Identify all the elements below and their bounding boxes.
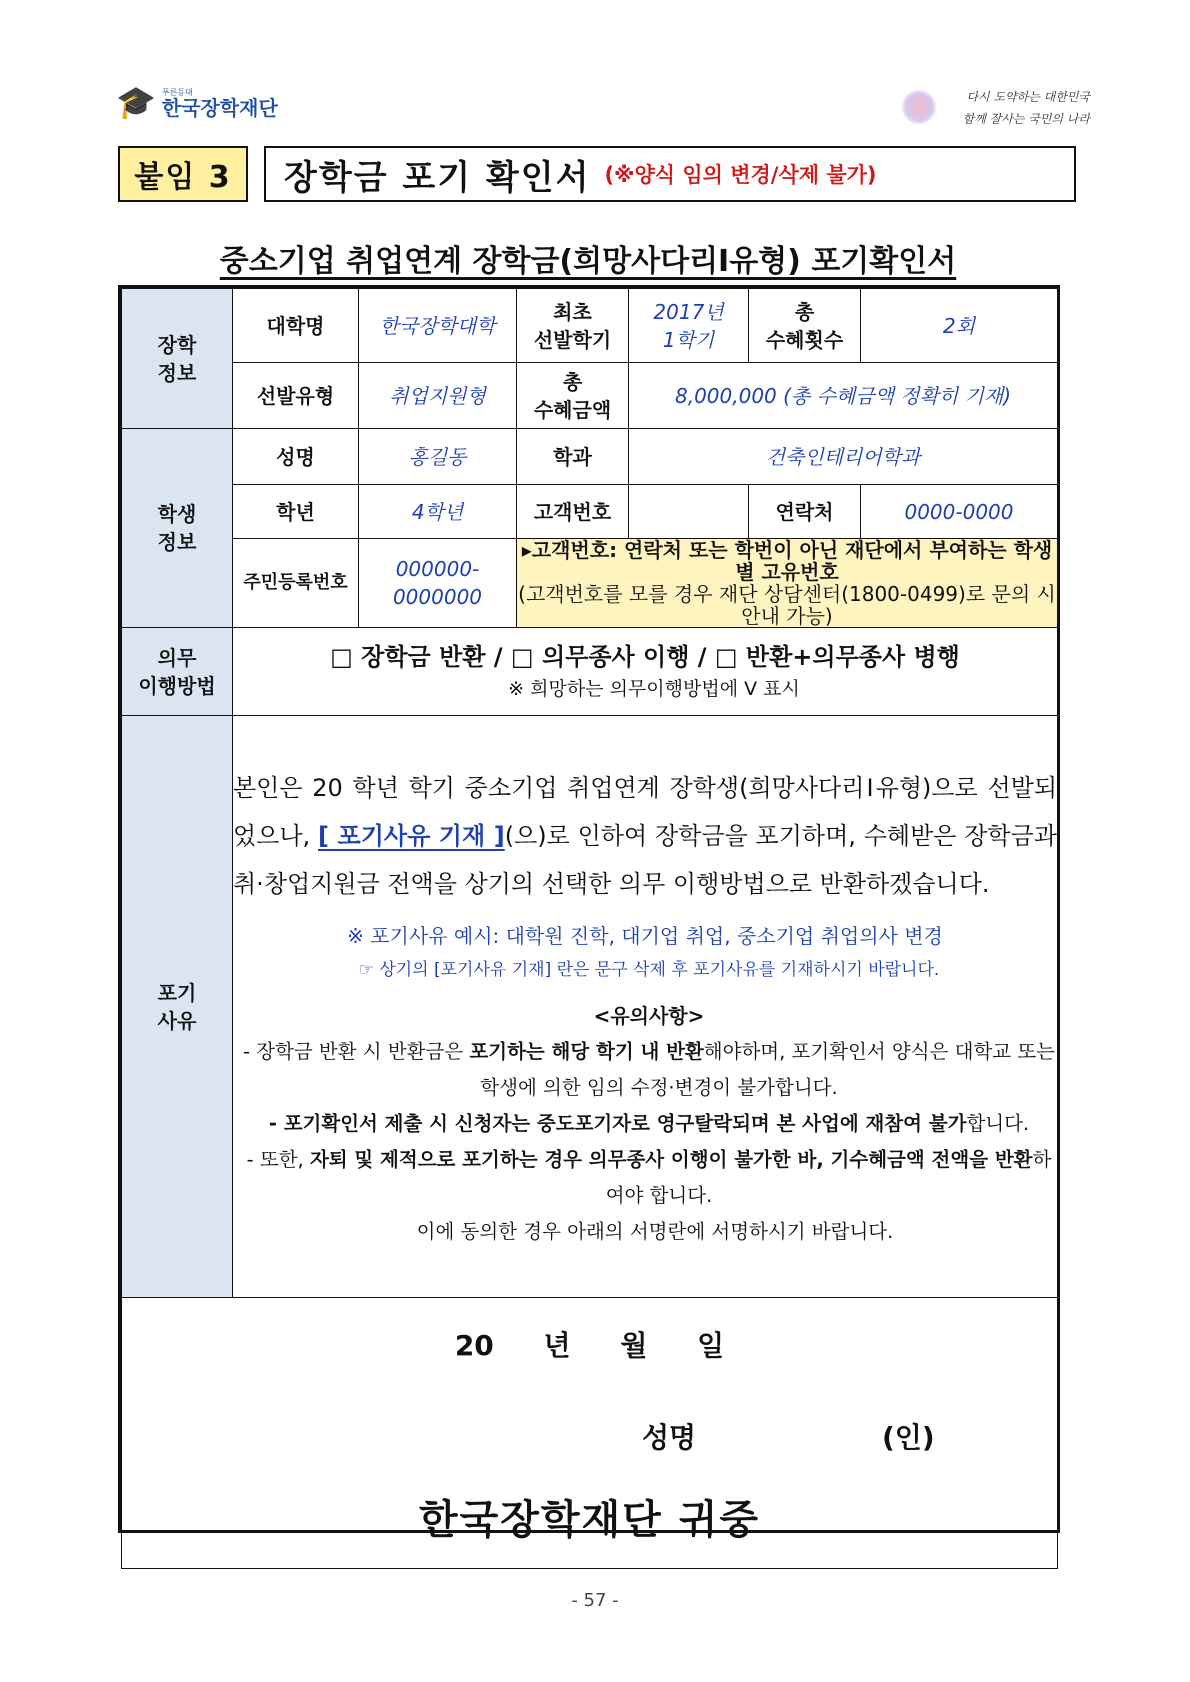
document-title: 장학금 포기 확인서 — [284, 157, 591, 198]
total-amount-value[interactable]: 8,000,000 (총 수혜금액 정확히 기재) — [629, 363, 1058, 429]
reason-input-blank[interactable]: [ 포기사유 기재 ] — [318, 821, 505, 850]
signature-name-label[interactable]: 성명 — [642, 1421, 697, 1454]
section-student-info: 학생 정보 — [122, 429, 233, 628]
university-value[interactable]: 한국장학대학 — [359, 289, 517, 363]
reason-example-hint: ☞ 상기의 [포기사유 기재] 란은 문구 삭제 후 포기사유를 기재하시기 바랍니다. — [358, 959, 940, 980]
first-term-value[interactable]: 2017년 1학기 — [629, 289, 749, 363]
title-warning: (※양식 임의 변경/삭제 불가) — [604, 163, 877, 187]
department-label: 학과 — [517, 429, 629, 485]
name-value[interactable]: 홍길동 — [359, 429, 517, 485]
document-title-box — [264, 146, 1076, 202]
waiver-statement: 본인은 20 학년 학기 중소기업 취업연계 장학생(희망사다리Ⅰ유형)으로 선발되었으나, [ 포기사유 기재 ](으)로 인하여 장학금을 포기하며, 수혜받은 장학금과 취·창업지원금 전액을 상기의 선택한 의무 이행방법으로 반환하겠습니다. — [233, 773, 1057, 898]
duty-checkbox-row[interactable]: □ 장학금 반환 / □ 의무종사 이행 / □ 반환+의무종사 병행 — [330, 642, 960, 671]
customer-number-value[interactable] — [629, 485, 749, 539]
customer-number-label: 고객번호 — [517, 485, 629, 539]
duty-hint: ※ 희망하는 의무이행방법에 V 표시 — [508, 677, 800, 700]
contact-value[interactable]: 0000-0000 — [861, 485, 1058, 539]
government-slogan: 다시 도약하는 대한민국 함께 잘사는 국민의 나라 — [962, 90, 1090, 126]
customer-number-note: ▸고객번호: 연락처 또는 학번이 아닌 재단에서 부여하는 학생별 고유번호 (고객번호를 모를 경우 재단 상담센터(1800-0499)로 문의 시 안내 가능) — [518, 538, 1056, 628]
total-count-value[interactable]: 2회 — [861, 289, 1058, 363]
total-count-label: 총 수혜횟수 — [749, 289, 861, 363]
reason-example: ※ 포기사유 예시: 대학원 진학, 대기업 취업, 중소기업 취업의사 변경 — [347, 923, 943, 948]
agreement-note: 이에 동의한 경우 아래의 서명란에 서명하시기 바랍니다. — [416, 1219, 894, 1243]
page-number: - 57 - — [571, 1590, 619, 1611]
seal-mark: (인) — [882, 1421, 935, 1454]
year-label: 학년 — [233, 485, 359, 539]
section-duty-method: 의무 이행방법 — [122, 628, 233, 716]
total-amount-label: 총 수혜금액 — [517, 363, 629, 429]
university-label: 대학명 — [233, 289, 359, 363]
rrn-label: 주민등록번호 — [233, 539, 359, 628]
form-title: 중소기업 취업연계 장학금(희망사다리Ⅰ유형) 포기확인서 — [219, 244, 957, 279]
addressee: 한국장학재단 귀중 — [418, 1497, 761, 1543]
caution-title: <유의사항> — [593, 1003, 705, 1028]
signature-area — [122, 1298, 1058, 1569]
name-label: 성명 — [233, 429, 359, 485]
waiver-form — [118, 285, 1060, 1543]
section-waiver-reason: 포기 사유 — [122, 716, 233, 1298]
graduation-cap-icon: 🎓 — [116, 83, 156, 121]
caution-item-3: - 또한, 자퇴 및 제적으로 포기하는 경우 의무종사 이행이 불가한 바, 기수혜금액 전액을 반환하여야 합니다. — [246, 1147, 1052, 1207]
kosaf-logo — [116, 83, 278, 121]
waiver-reason-content — [233, 716, 1058, 1298]
caution-item-2: - 포기확인서 제출 시 신청자는 중도포기자로 영구탈락되며 본 사업에 재참여 불가합니다. — [268, 1111, 1030, 1135]
selection-type-label: 선발유형 — [233, 363, 359, 429]
section-scholarship-info: 장학 정보 — [122, 289, 233, 429]
duty-method-options[interactable] — [233, 628, 1058, 716]
year-value[interactable]: 4학년 — [359, 485, 517, 539]
department-value[interactable]: 건축인테리어학과 — [629, 429, 1058, 485]
contact-label: 연락처 — [749, 485, 861, 539]
first-term-label: 최초 선발학기 — [517, 289, 629, 363]
logo-name: 한국장학재단 — [161, 96, 278, 120]
attachment-tag: 붙임 3 — [118, 146, 248, 202]
logo-tagline: 푸른등대 — [161, 88, 193, 97]
selection-type-value[interactable]: 취업지원형 — [359, 363, 517, 429]
sign-date[interactable]: 20 년 월 일 — [454, 1329, 725, 1362]
rrn-value[interactable]: 000000-0000000 — [359, 539, 517, 628]
caution-item-1: - 장학금 반환 시 반환금은 포기하는 해당 학기 내 반환해야하며, 포기확인서 양식은 대학교 또는 학생에 의한 임의 수정·변경이 불가합니다. — [242, 1039, 1055, 1099]
